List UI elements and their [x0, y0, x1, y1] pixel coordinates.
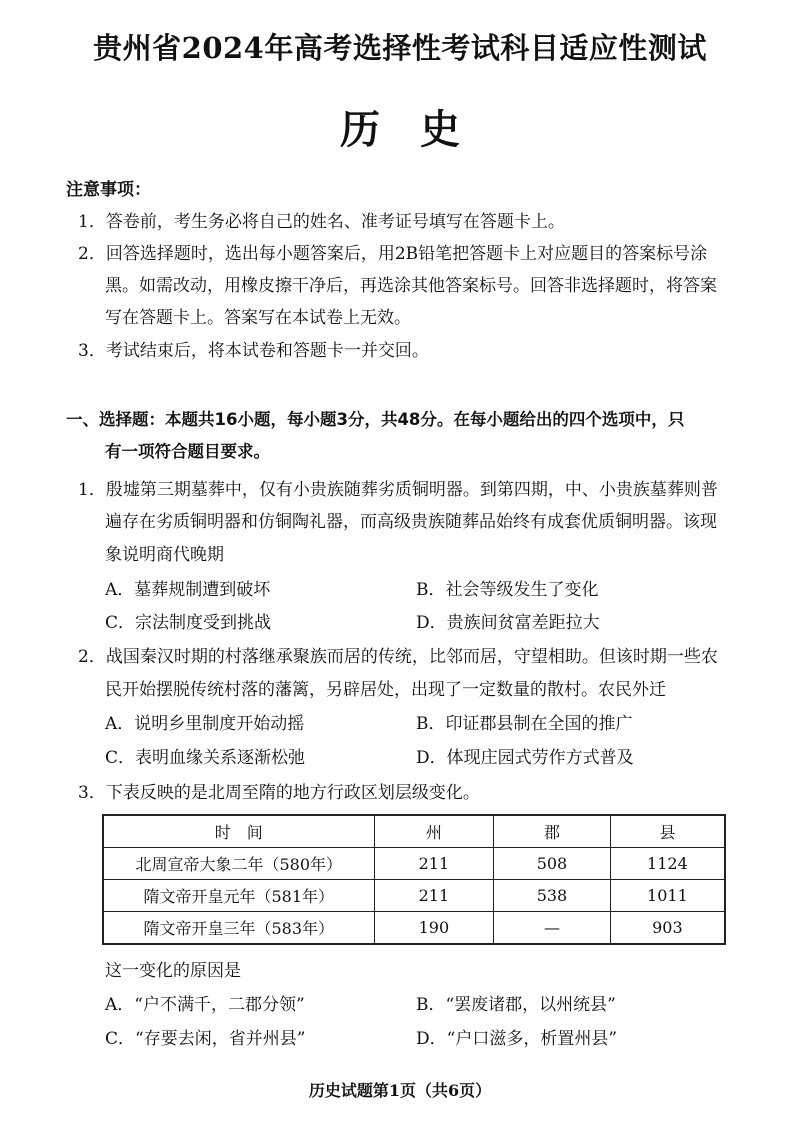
table-row [103, 848, 725, 880]
table-cell: 隋文帝开皇三年（583年） [103, 912, 374, 945]
table-row [103, 912, 725, 945]
q2-option-c: C．表明血缘关系逐渐松弛 [105, 748, 306, 768]
table-header-cell: 县 [610, 815, 725, 848]
admin-division-table [102, 814, 726, 945]
subject-title: 历史 [340, 106, 500, 153]
q1-stem: 1．殷墟第三期墓葬中，仅有小贵族随葬劣质铜明器。到第四期，中、小贵族墓葬则普 [78, 480, 718, 500]
table-cell: 211 [374, 880, 494, 912]
q1-option-a: A．墓葬规制遭到破坏 [105, 580, 271, 600]
q2-option-a: A．说明乡里制度开始动摇 [105, 714, 305, 734]
q3-option-d: D．“户口滋多，析置州县” [416, 1029, 618, 1049]
notice-item: 黑。如需改动，用橡皮擦干净后，再选涂其他答案标号。回答非选择题时，将答案 [105, 276, 717, 296]
section-heading-cont: 有一项符合题目要求。 [105, 442, 270, 461]
table-row [103, 880, 725, 912]
notice-item: 2．回答选择题时，选出每小题答案后，用2B铅笔把答题卡上对应题目的答案标号涂 [78, 244, 708, 264]
table-cell: 508 [494, 848, 611, 880]
q3-option-a: A．“户不满千，二郡分领” [105, 995, 305, 1015]
section-heading: 一、选择题：本题共16小题，每小题3分，共48分。在每小题给出的四个选项中，只 [66, 410, 685, 429]
table-header-cell: 时 间 [103, 815, 374, 848]
table-cell: 538 [494, 880, 611, 912]
table-cell: 1011 [610, 880, 725, 912]
notice-heading: 注意事项： [66, 180, 151, 200]
table-cell: 190 [374, 912, 494, 945]
q3-stem: 3．下表反映的是北周至隋的地方行政区划层级变化。 [78, 783, 480, 803]
table-cell: 903 [610, 912, 725, 945]
q2-stem: 民开始摆脱传统村落的藩篱，另辟居处，出现了一定数量的散村。农民外迁 [105, 680, 666, 700]
q3-option-b: B．“罢废诸郡，以州统县” [416, 995, 616, 1015]
table-cell: 211 [374, 848, 494, 880]
notice-item: 写在答题卡上。答案写在本试卷上无效。 [105, 308, 411, 328]
q3-followup: 这一变化的原因是 [105, 961, 241, 981]
notice-item: 1．答卷前，考生务必将自己的姓名、准考证号填写在答题卡上。 [78, 212, 565, 232]
page-footer: 历史试题第1页（共6页） [308, 1081, 492, 1100]
table-header-cell: 州 [374, 815, 494, 848]
q1-option-d: D．贵族间贫富差距拉大 [416, 613, 600, 633]
table-cell: — [494, 912, 611, 945]
table-cell: 北周宣帝大象二年（580年） [103, 848, 374, 880]
exam-title: 贵州省2024年高考选择性考试科目适应性测试 [93, 31, 707, 65]
q2-option-b: B．印证郡县制在全国的推广 [416, 714, 633, 734]
q2-stem: 2．战国秦汉时期的村落继承聚族而居的传统，比邻而居，守望相助。但该时期一些农 [78, 647, 718, 667]
table-header-cell: 郡 [494, 815, 611, 848]
table-cell: 隋文帝开皇元年（581年） [103, 880, 374, 912]
q1-stem: 遍存在劣质铜明器和仿铜陶礼器，而高级贵族随葬品始终有成套优质铜明器。该现 [105, 512, 717, 532]
q1-option-c: C．宗法制度受到挑战 [105, 613, 272, 633]
table-cell: 1124 [610, 848, 725, 880]
q2-option-d: D．体现庄园式劳作方式普及 [416, 748, 634, 768]
q3-option-c: C．“存要去闲，省并州县” [105, 1029, 306, 1049]
q1-option-b: B．社会等级发生了变化 [416, 580, 599, 600]
table-header-row [103, 815, 725, 848]
notice-item: 3．考试结束后，将本试卷和答题卡一并交回。 [78, 341, 429, 361]
q1-stem: 象说明商代晚期 [105, 545, 224, 565]
